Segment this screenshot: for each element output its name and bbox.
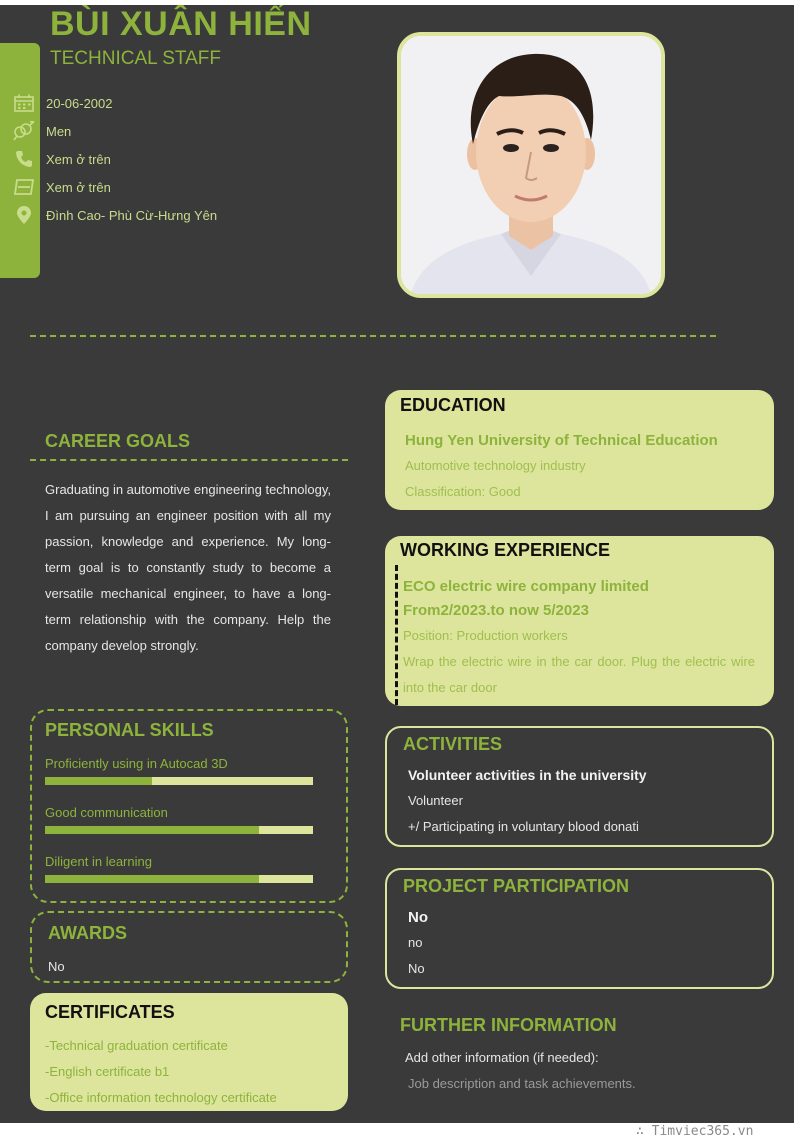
skill-bar-fill: [45, 777, 152, 785]
career-goals-divider: [30, 459, 348, 461]
activity-detail: +/ Participating in voluntary blood donati: [408, 819, 639, 834]
further-information-hint: Job description and task achievements.: [408, 1076, 636, 1091]
education-classification: Classification: Good: [405, 484, 521, 499]
candidate-role: TECHNICAL STAFF: [50, 48, 222, 69]
profile-photo: [397, 32, 665, 298]
project-name: No: [408, 909, 428, 926]
header-divider: [30, 335, 716, 337]
contact-row-phone: [12, 145, 111, 173]
awards-title: AWARDS: [48, 923, 128, 943]
work-company: ECO electric wire company limited: [403, 578, 649, 595]
calendar-icon: [12, 93, 36, 113]
birthday-text: 20-06-2002: [46, 95, 113, 111]
activity-name: Volunteer activities in the university: [408, 767, 647, 783]
career-goals-title: CAREER GOALS: [45, 431, 191, 451]
activity-role: Volunteer: [408, 793, 463, 808]
certificate-item: -Technical graduation certificate: [45, 1038, 228, 1053]
candidate-name: BÙI XUÂN HIẾN: [50, 5, 312, 43]
work-period: From2/2023.to now 5/2023: [403, 602, 589, 619]
contact-row-birthday: [12, 89, 113, 117]
email-text: Xem ở trên: [46, 179, 111, 195]
email-icon: [12, 177, 36, 197]
education-title: EDUCATION: [400, 395, 506, 415]
personal-skills-title: PERSONAL SKILLS: [45, 720, 214, 740]
skill-label: Diligent in learning: [45, 854, 152, 869]
certificates-title: CERTIFICATES: [45, 1002, 175, 1022]
further-information-title: FURTHER INFORMATION: [400, 1015, 617, 1035]
gender-icon: [12, 121, 36, 141]
address-text: Đình Cao- Phù Cừ-Hưng Yên: [46, 207, 218, 223]
skill-bar-fill: [45, 826, 259, 834]
skill-bar: [45, 826, 313, 834]
education-school: Hung Yen University of Technical Education: [405, 432, 718, 449]
project-participation-title: PROJECT PARTICIPATION: [403, 876, 630, 896]
gender-text: Men: [46, 123, 72, 139]
project-line: no: [408, 935, 423, 950]
work-description: Wrap the electric wire in the car door. Plug the electric wire into the car door: [403, 654, 755, 695]
work-position: Position: Production workers: [403, 628, 568, 643]
skill-label: Proficiently using in Autocad 3D: [45, 756, 228, 771]
contact-row-gender: [12, 117, 71, 145]
skill-bar: [45, 875, 313, 883]
phone-text: Xem ở trên: [46, 151, 111, 167]
career-goals-text: Graduating in automotive engineering technology, I am pursuing an engineer position with all my passion, knowledge and experience. My long-term goal is to constantly study to become a versatile mechanical engineer, to have a long-term relationship with the company. Help the company develop strongly.: [45, 482, 331, 653]
skill-bar: [45, 777, 313, 785]
project-line: No: [408, 961, 425, 976]
cv-page: [0, 5, 794, 1123]
working-experience-title: WORKING EXPERIENCE: [400, 540, 611, 560]
awards-text: No: [48, 959, 65, 974]
education-major: Automotive technology industry: [405, 458, 586, 473]
activities-title: ACTIVITIES: [403, 734, 503, 754]
watermark-text: ∴ Timviec365.vn: [636, 1124, 754, 1139]
further-information-text: Add other information (if needed):: [405, 1050, 599, 1065]
skill-label: Good communication: [45, 805, 168, 820]
certificate-item: -Office information technology certificate: [45, 1090, 277, 1105]
awards-section: [30, 911, 348, 983]
contact-row-email: [12, 173, 111, 201]
skill-bar-fill: [45, 875, 259, 883]
certificate-item: -English certificate b1: [45, 1064, 170, 1079]
location-pin-icon: [12, 205, 36, 225]
contact-row-address: [12, 201, 217, 229]
phone-icon: [12, 149, 36, 169]
timeline-line: [395, 565, 398, 705]
